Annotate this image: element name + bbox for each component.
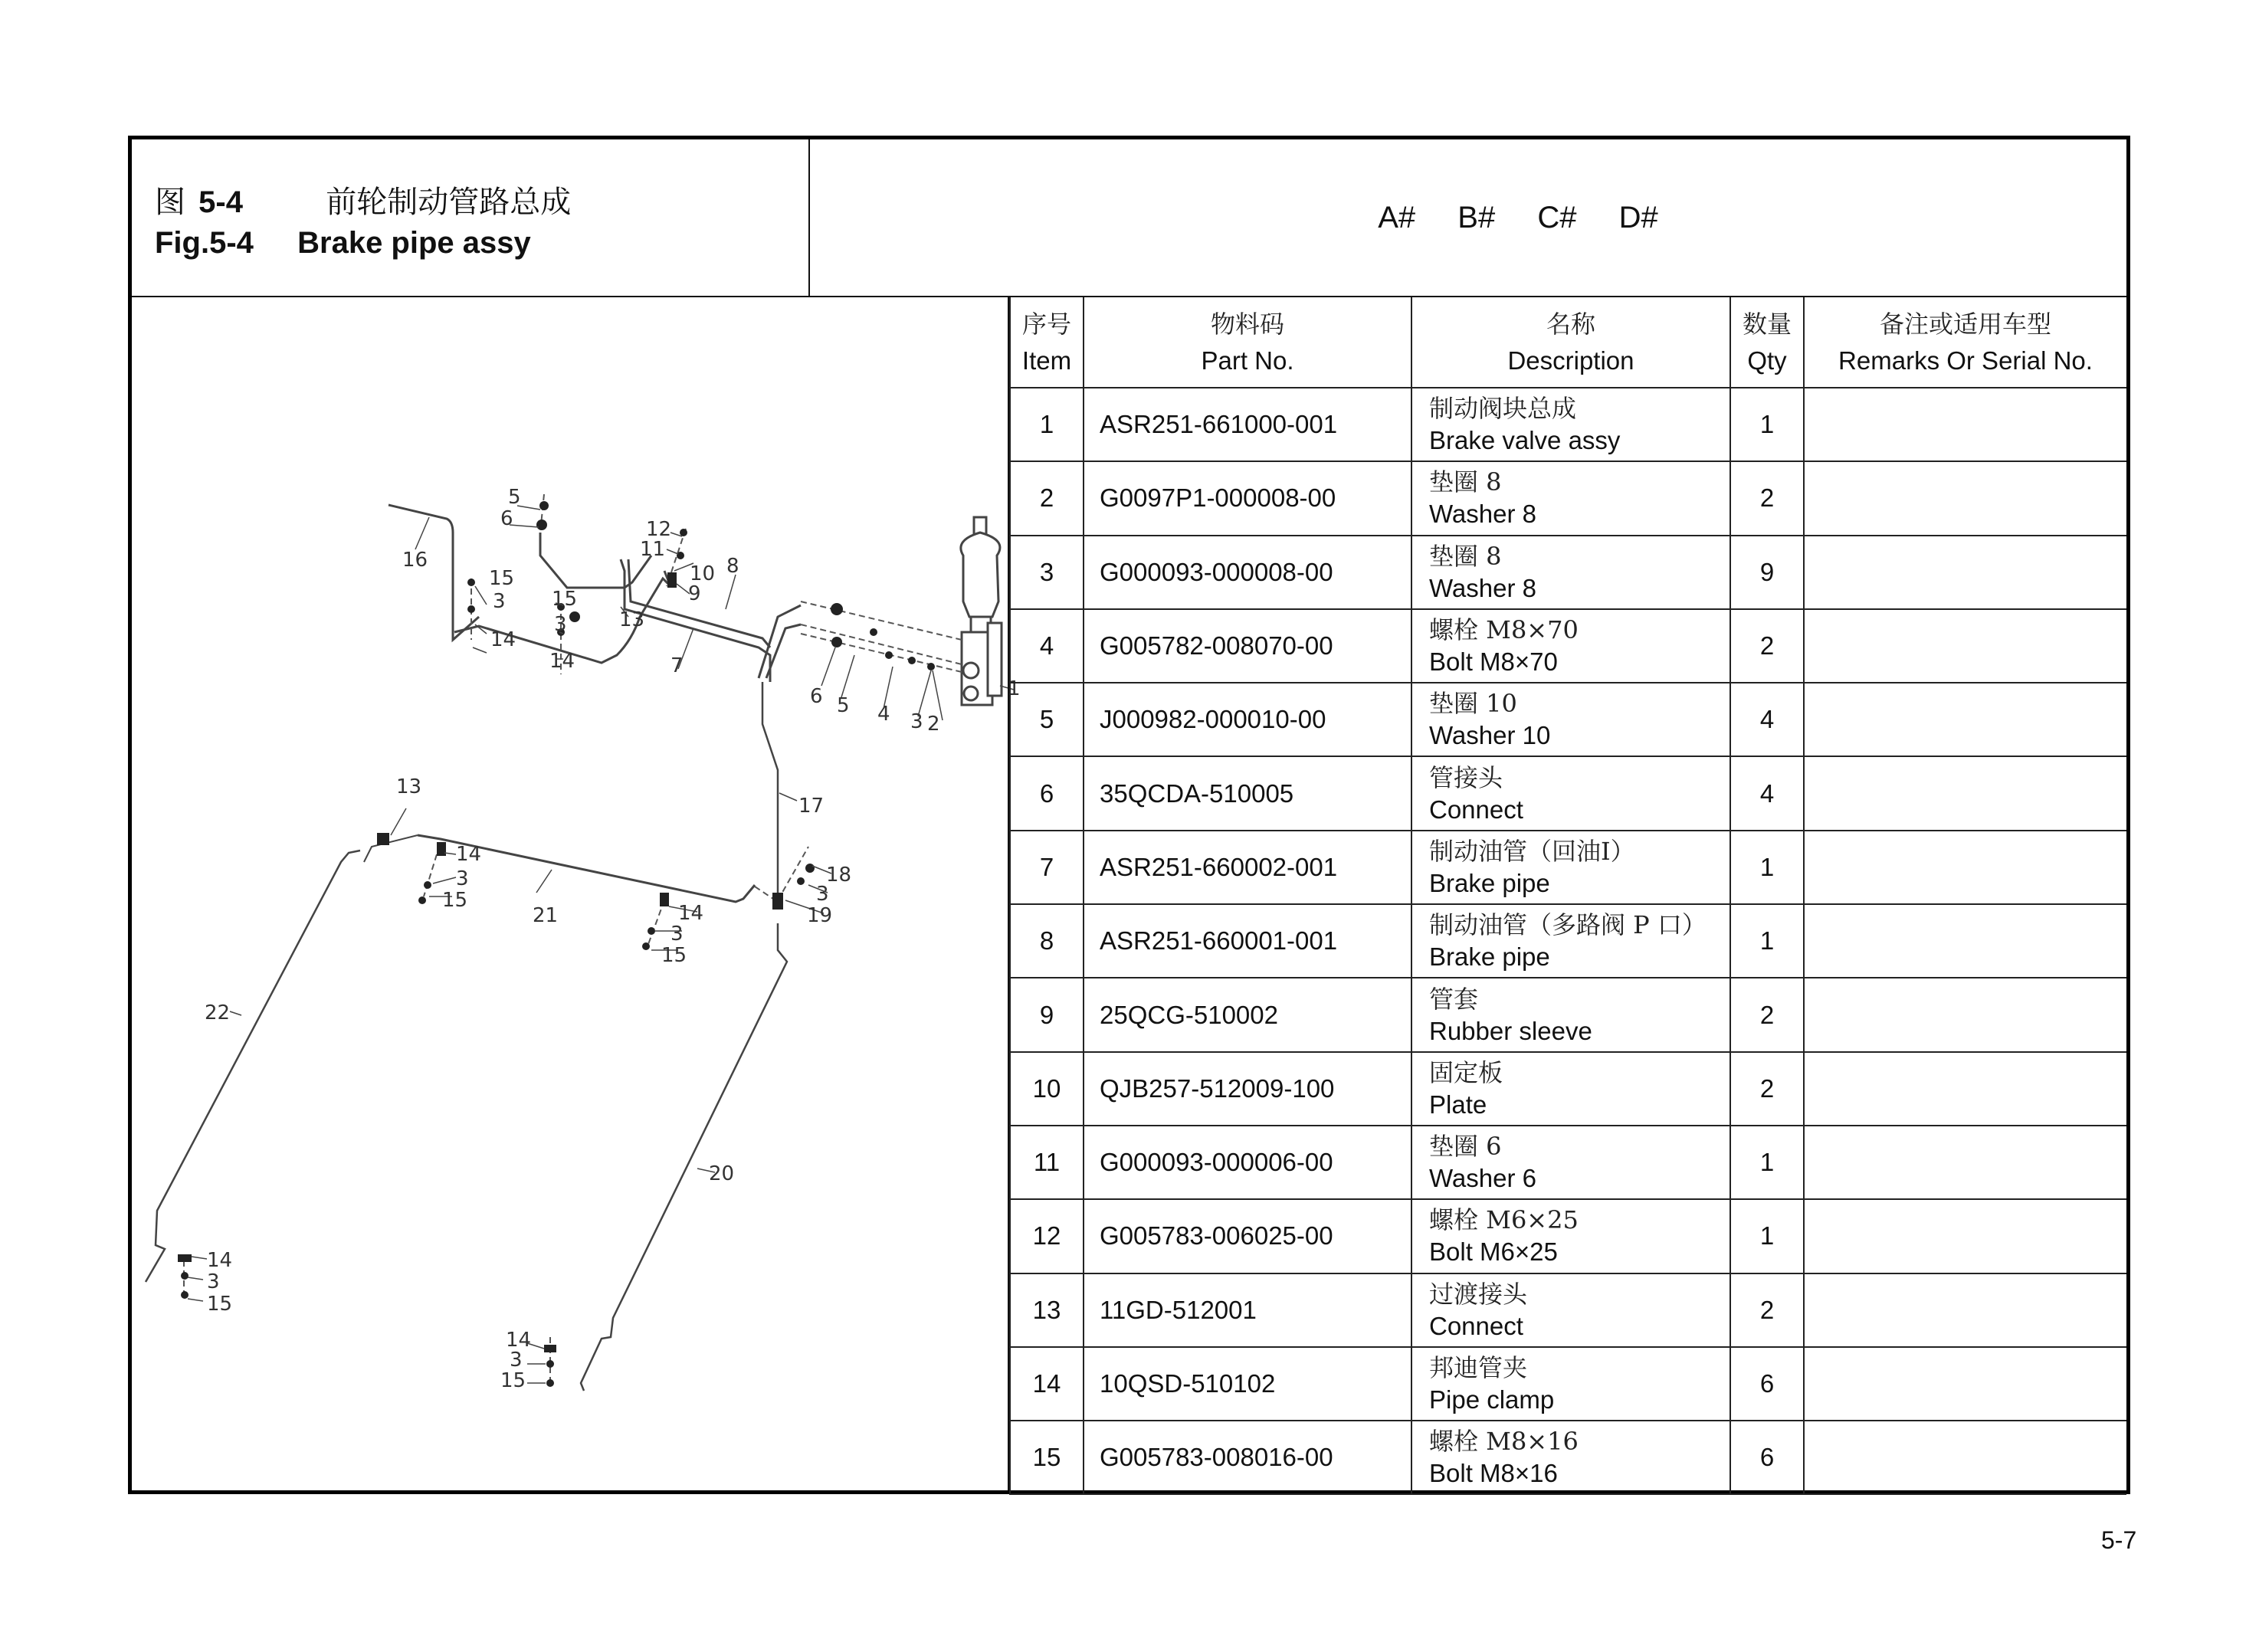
- cell-part-no: ASR251-661000-001: [1084, 388, 1411, 461]
- cell-description: [1411, 904, 1730, 978]
- cell-qty: 2: [1730, 1273, 1804, 1347]
- col-header-remarks: 备注或适用车型 Remarks Or Serial No.: [1804, 297, 2126, 388]
- cell-part-no: G000093-000008-00: [1084, 536, 1411, 609]
- cell-part-no: 35QCDA-510005: [1084, 756, 1411, 830]
- table-row: [1010, 1421, 2126, 1494]
- callout-15-d: 15: [661, 944, 687, 967]
- description-en: Bolt M6×25: [1429, 1237, 1558, 1267]
- description-en: Brake pipe: [1429, 868, 1550, 897]
- table-row: [1010, 388, 2126, 461]
- cell-item: 9: [1010, 978, 1084, 1051]
- callout-15-b: 15: [552, 588, 578, 611]
- cell-remarks: [1804, 609, 2126, 683]
- col-header-description: 名称 Description: [1411, 297, 1730, 388]
- description-en: Washer 6: [1429, 1164, 1536, 1193]
- table-row: [1010, 831, 2126, 904]
- callout-6-valve: 6: [810, 685, 823, 708]
- table-row: [1010, 1126, 2126, 1199]
- cell-remarks: [1804, 1347, 2126, 1421]
- table-row: [1010, 461, 2126, 535]
- description-cn: 制动阀块总成: [1429, 394, 1577, 424]
- callout-2: 2: [927, 713, 940, 736]
- table-row: [1010, 978, 2126, 1051]
- cell-description: [1411, 831, 1730, 904]
- cell-description: [1411, 461, 1730, 535]
- cell-part-no: G005782-008070-00: [1084, 609, 1411, 683]
- callout-15-f: 15: [500, 1369, 526, 1392]
- callout-11: 11: [640, 538, 666, 561]
- callout-14-c: 14: [456, 843, 482, 866]
- description-cn: 固定板: [1429, 1057, 1503, 1087]
- description-en: Plate: [1429, 1090, 1487, 1119]
- cell-part-no: 11GD-512001: [1084, 1273, 1411, 1347]
- callout-14-f: 14: [506, 1329, 532, 1352]
- description-en: Brake valve assy: [1429, 426, 1621, 455]
- callout-9: 9: [688, 582, 701, 605]
- cell-item: 15: [1010, 1421, 1084, 1494]
- cell-remarks: [1804, 461, 2126, 535]
- cell-item: 13: [1010, 1273, 1084, 1347]
- parts-list-frame: [128, 136, 2130, 1494]
- cell-part-no: QJB257-512009-100: [1084, 1052, 1411, 1126]
- cell-remarks: [1804, 831, 2126, 904]
- cell-item: 14: [1010, 1347, 1084, 1421]
- cell-item: 2: [1010, 461, 1084, 535]
- cell-description: [1411, 1421, 1730, 1494]
- cell-remarks: [1804, 756, 2126, 830]
- variant-list: [810, 201, 2126, 235]
- cell-qty: 2: [1730, 461, 1804, 535]
- callout-21: 21: [533, 904, 559, 927]
- cell-description: [1411, 609, 1730, 683]
- table-row: [1010, 609, 2126, 683]
- cell-remarks: [1804, 904, 2126, 978]
- description-cn: 垫圈 8: [1429, 541, 1502, 571]
- cell-remarks: [1804, 1273, 2126, 1347]
- variant-a: A#: [1378, 201, 1416, 234]
- parts-table: [1009, 297, 2126, 1495]
- table-row: [1010, 1052, 2126, 1126]
- description-en: Brake pipe: [1429, 942, 1550, 972]
- callout-15-e: 15: [207, 1293, 233, 1316]
- description-en: Connect: [1429, 1311, 1523, 1340]
- table-row: [1010, 1347, 2126, 1421]
- brake-pipe-drawing: [132, 297, 1021, 1490]
- cell-qty: 1: [1730, 1199, 1804, 1273]
- table-header-row: [1010, 297, 2126, 388]
- cell-item: 6: [1010, 756, 1084, 830]
- cell-part-no: G005783-008016-00: [1084, 1421, 1411, 1494]
- cell-remarks: [1804, 1126, 2126, 1199]
- title-cn: 前轮制动管路总成: [326, 185, 572, 220]
- cell-description: [1411, 1126, 1730, 1199]
- callout-15-a: 15: [489, 567, 515, 590]
- cell-part-no: G005783-006025-00: [1084, 1199, 1411, 1273]
- description-cn: 垫圈 8: [1429, 467, 1502, 497]
- description-cn: 螺栓 M8×70: [1429, 615, 1579, 645]
- cell-qty: 4: [1730, 683, 1804, 756]
- col-header-part-no: 物料码 Part No.: [1084, 297, 1411, 388]
- cell-qty: 4: [1730, 756, 1804, 830]
- callout-13: 13: [396, 775, 422, 798]
- callout-6: 6: [500, 507, 513, 530]
- table-row: [1010, 1273, 2126, 1347]
- callout-3-b: 3: [554, 613, 567, 636]
- cell-description: [1411, 683, 1730, 756]
- cell-description: [1411, 978, 1730, 1051]
- callout-3-d: 3: [456, 867, 469, 890]
- cell-part-no: G000093-000006-00: [1084, 1126, 1411, 1199]
- figure-prefix-en: Fig.5-4: [155, 226, 254, 260]
- description-en: Pipe clamp: [1429, 1385, 1555, 1414]
- callout-14-b: 14: [549, 650, 575, 673]
- description-cn: 邦迪管夹: [1429, 1353, 1528, 1382]
- cell-item: 11: [1010, 1126, 1084, 1199]
- description-cn: 管套: [1429, 984, 1479, 1014]
- cell-description: [1411, 536, 1730, 609]
- cell-item: 12: [1010, 1199, 1084, 1273]
- callout-3-a: 3: [493, 590, 506, 613]
- title-en: Brake pipe assy: [297, 226, 531, 260]
- cell-remarks: [1804, 683, 2126, 756]
- cell-item: 1: [1010, 388, 1084, 461]
- callout-18: 18: [826, 864, 852, 887]
- cell-item: 4: [1010, 609, 1084, 683]
- cell-part-no: G0097P1-000008-00: [1084, 461, 1411, 535]
- table-row: [1010, 756, 2126, 830]
- cell-part-no: ASR251-660001-001: [1084, 904, 1411, 978]
- variant-d: D#: [1618, 201, 1658, 234]
- cell-part-no: 25QCG-510002: [1084, 978, 1411, 1051]
- description-en: Bolt M8×16: [1429, 1459, 1558, 1488]
- cell-description: [1411, 1052, 1730, 1126]
- callout-3-c: 3: [816, 883, 829, 906]
- variant-cell: [810, 139, 2126, 297]
- callout-17: 17: [798, 795, 825, 818]
- callout-8: 8: [726, 555, 739, 578]
- col-header-item: 序号 Item: [1010, 297, 1084, 388]
- cell-item: 8: [1010, 904, 1084, 978]
- exploded-diagram: [132, 297, 1021, 1490]
- description-cn: 过渡接头: [1429, 1279, 1528, 1309]
- cell-qty: 1: [1730, 904, 1804, 978]
- page-number: 5-7: [2101, 1526, 2137, 1554]
- description-en: Washer 8: [1429, 573, 1536, 602]
- description-cn: 螺栓 M6×25: [1429, 1205, 1579, 1235]
- callout-3-valve: 3: [910, 710, 923, 733]
- description-en: Washer 10: [1429, 721, 1551, 750]
- parts-table-container: [1008, 297, 2126, 1490]
- table-row: [1010, 1199, 2126, 1273]
- figure-number: 5-4: [198, 185, 243, 219]
- cell-part-no: ASR251-660002-001: [1084, 831, 1411, 904]
- callout-5: 5: [508, 486, 521, 509]
- callout-13-top: 13: [619, 608, 645, 631]
- cell-remarks: [1804, 1052, 2126, 1126]
- callout-1: 1: [1008, 677, 1021, 700]
- cell-remarks: [1804, 388, 2126, 461]
- callout-14-d: 14: [678, 902, 704, 925]
- cell-item: 10: [1010, 1052, 1084, 1126]
- col-header-qty: 数量 Qty: [1730, 297, 1804, 388]
- description-cn: 螺栓 M8×16: [1429, 1427, 1579, 1457]
- description-cn: 制动油管（回油Ⅰ）: [1429, 836, 1635, 866]
- cell-remarks: [1804, 978, 2126, 1051]
- table-row: [1010, 904, 2126, 978]
- description-en: Connect: [1429, 795, 1523, 824]
- callout-12: 12: [646, 518, 672, 541]
- callout-4: 4: [877, 703, 890, 726]
- callout-3-f: 3: [207, 1270, 220, 1293]
- cell-qty: 2: [1730, 1052, 1804, 1126]
- variant-b: B#: [1457, 201, 1496, 234]
- cell-part-no: J000982-000010-00: [1084, 683, 1411, 756]
- cell-qty: 2: [1730, 609, 1804, 683]
- cell-description: [1411, 388, 1730, 461]
- cell-qty: 1: [1730, 831, 1804, 904]
- cell-description: [1411, 1273, 1730, 1347]
- cell-part-no: 10QSD-510102: [1084, 1347, 1411, 1421]
- cell-remarks: [1804, 1199, 2126, 1273]
- callout-10: 10: [690, 562, 716, 585]
- cell-qty: 9: [1730, 536, 1804, 609]
- cell-description: [1411, 1347, 1730, 1421]
- callout-16: 16: [402, 549, 428, 572]
- callout-3-g: 3: [510, 1349, 523, 1372]
- callout-20: 20: [709, 1162, 735, 1185]
- cell-remarks: [1804, 536, 2126, 609]
- cell-item: 3: [1010, 536, 1084, 609]
- callout-5-valve: 5: [837, 694, 850, 717]
- cell-item: 7: [1010, 831, 1084, 904]
- figure-title-cell: [132, 139, 810, 297]
- callout-14-e: 14: [207, 1249, 233, 1272]
- cell-remarks: [1804, 1421, 2126, 1494]
- table-row: [1010, 536, 2126, 609]
- cell-qty: 6: [1730, 1421, 1804, 1494]
- description-cn: 垫圈 6: [1429, 1132, 1502, 1162]
- figure-title-en: [155, 226, 531, 261]
- description-cn: 垫圈 10: [1429, 689, 1517, 719]
- callout-3-e: 3: [670, 923, 684, 946]
- callout-14-a: 14: [490, 628, 516, 651]
- description-en: Rubber sleeve: [1429, 1016, 1592, 1045]
- description-en: Washer 8: [1429, 500, 1536, 529]
- cell-description: [1411, 756, 1730, 830]
- description-cn: 制动油管（多路阀 P 口）: [1429, 910, 1707, 940]
- description-en: Bolt M8×70: [1429, 647, 1558, 677]
- callout-19: 19: [807, 904, 833, 927]
- callout-22: 22: [205, 1001, 231, 1024]
- cell-qty: 1: [1730, 1126, 1804, 1199]
- callout-7: 7: [670, 654, 684, 677]
- table-row: [1010, 683, 2126, 756]
- description-cn: 管接头: [1429, 762, 1503, 792]
- cell-item: 5: [1010, 683, 1084, 756]
- callout-15-c: 15: [442, 889, 468, 912]
- variant-c: C#: [1537, 201, 1577, 234]
- cell-qty: 6: [1730, 1347, 1804, 1421]
- figure-prefix-cn: 图: [155, 185, 185, 220]
- figure-title-cn: [155, 178, 571, 221]
- cell-qty: 1: [1730, 388, 1804, 461]
- cell-qty: 2: [1730, 978, 1804, 1051]
- cell-description: [1411, 1199, 1730, 1273]
